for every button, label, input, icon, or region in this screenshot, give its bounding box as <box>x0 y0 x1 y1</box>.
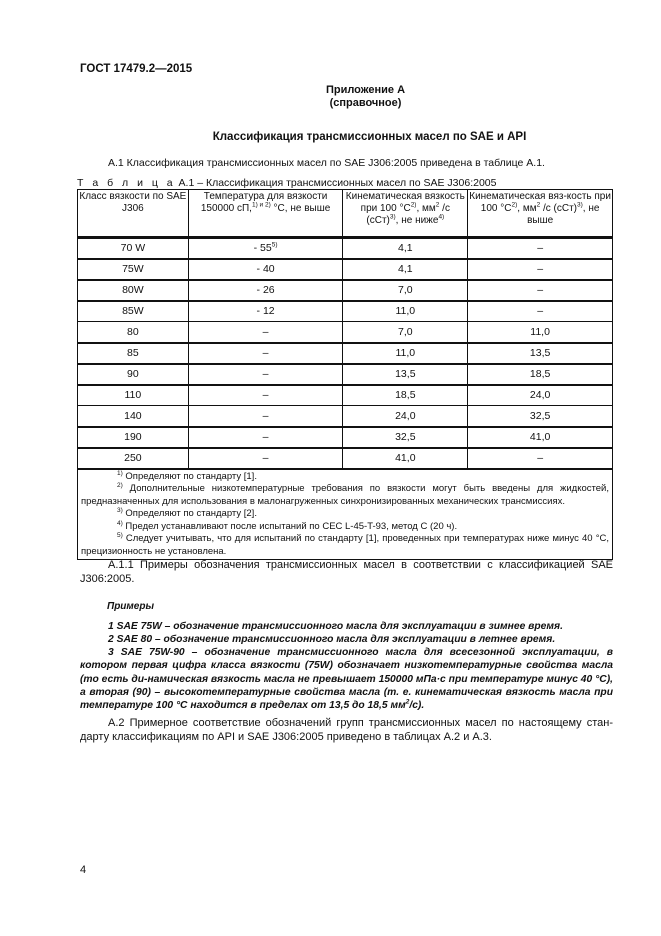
header-text: , мм <box>517 203 537 214</box>
cell-grade: 80W <box>78 280 189 301</box>
table-caption <box>77 177 496 189</box>
cell-kv-max: 41,0 <box>468 427 613 448</box>
example-1: 1 SAE 75W – обозначение трансмиссионного масла для эксплуатации в зимнее время. <box>108 621 563 632</box>
section-title: Классификация трансмиссионных масел по SAE и API <box>212 131 527 143</box>
cell-temperature <box>188 238 343 259</box>
cell-kv-max: 11,0 <box>468 322 613 343</box>
annex-subtitle: (справочное) <box>329 97 402 109</box>
cell-kv-min: 4,1 <box>343 259 468 280</box>
footnote-mark: 3) <box>117 506 123 514</box>
cell-grade: 75W <box>78 259 189 280</box>
table-row <box>78 406 613 427</box>
table-footnotes-row <box>78 469 613 560</box>
example-3-text-end: /с). <box>409 700 425 712</box>
cell-kv-min: 18,5 <box>343 385 468 406</box>
cell-temperature: – <box>188 448 343 469</box>
header-text: Кинематическая вяз-кость при 100 °С <box>469 191 611 214</box>
table-caption-text: А.1 – Классификация трансмиссионных масел по SAE J306:2005 <box>175 177 497 189</box>
cell-kv-min: 7,0 <box>343 322 468 343</box>
example-3 <box>80 646 613 712</box>
cell-grade: 85 <box>78 343 189 364</box>
cell-temperature: – <box>188 427 343 448</box>
footnote-text: Дополнительные низкотемпературные требования по вязкости могут быть введены для жидкостей, предназначенных для использования в малонагруженных синхронизированных механических трансмиссиях. <box>81 483 609 507</box>
paragraph-a1-1: А.1.1 Примеры обозначения трансмиссионных масел в соответствии с классификацией SAE J306:2005. <box>80 559 613 585</box>
footnote-ref: 3) <box>389 213 396 221</box>
header-text: /с (сСт) <box>540 203 577 214</box>
cell-grade: 110 <box>78 385 189 406</box>
cell-grade: 140 <box>78 406 189 427</box>
paragraph-a2: А.2 Примерное соответствие обозначений групп трансмиссионных масел по настоящему стан-дарту классификациям по API и SAE J306:2005 приведено в таблицах А.2 и А.3. <box>80 717 613 743</box>
footnote-5 <box>81 533 609 558</box>
table-row <box>78 427 613 448</box>
cell-grade: 85W <box>78 301 189 322</box>
footnote-ref: 1) и 2) <box>251 201 271 209</box>
header-text: /с (сСт) <box>366 203 450 226</box>
header-text: , не ниже <box>395 215 439 226</box>
footnote-4 <box>81 521 609 534</box>
cell-temperature: – <box>188 364 343 385</box>
cell-kv-min: 4,1 <box>343 238 468 259</box>
cell-text: - 55 <box>253 242 272 255</box>
viscosity-table <box>77 189 613 560</box>
cell-kv-min: 32,5 <box>343 427 468 448</box>
header-text: , не выше <box>527 203 600 226</box>
example-2: 2 SAE 80 – обозначение трансмиссионного масла для эксплуатации в летнее время. <box>108 634 556 645</box>
footnote-ref: 2) <box>410 201 417 209</box>
cell-kv-max: – <box>468 238 613 259</box>
header-text: Кинематическая вязкость при 100 °С <box>345 191 465 214</box>
cell-kv-min: 11,0 <box>343 301 468 322</box>
cell-grade: 190 <box>78 427 189 448</box>
cell-kv-max: – <box>468 280 613 301</box>
cell-kv-max: 18,5 <box>468 364 613 385</box>
cell-temperature: – <box>188 385 343 406</box>
cell-kv-max: – <box>468 259 613 280</box>
footnote-ref: 3) <box>577 201 583 209</box>
header-text: , мм <box>416 203 436 214</box>
footnote-ref: 2) <box>511 201 518 209</box>
footnote-ref: 5) <box>271 241 278 249</box>
example-3-text: 3 SAE 75W-90 – обозначение трансмиссионного масла для всесезонной эксплуатации, в котором первая цифра класса вязкости (75W) обозначает низкотемпературные свойства масла (то есть ди-намическая вязкость масла не превышает 150000 мПа·с при температуре минус 40 °С), а вторая (90) – высокотемпературные свойства масла (т. е. кинематическая вязкость масла при температуре 100 °С находится в пределах от 13,5 до 18,5 мм <box>80 647 613 712</box>
footnote-mark: 1) <box>117 469 123 477</box>
footnote-ref: 4) <box>438 213 445 221</box>
header-text: Температура для вязкости 150000 сП, <box>200 191 328 214</box>
table-row <box>78 385 613 406</box>
header-text: Класс вязкости по SAE J306 <box>79 191 187 214</box>
cell-kv-max: – <box>468 448 613 469</box>
annex-heading <box>0 84 661 110</box>
footnote-text: Определяют по стандарту [2]. <box>122 508 257 519</box>
cell-temperature: – <box>188 322 343 343</box>
annex-title: Приложение А <box>325 84 406 96</box>
footnote-text: Предел устанавливают после испытаний по СЕС L-45-T-93, метод С (20 ч). <box>122 520 458 532</box>
footnote-1 <box>81 471 609 484</box>
examples-title: Примеры <box>107 601 155 612</box>
table-row <box>78 238 613 259</box>
table-row <box>78 364 613 385</box>
table-row <box>78 448 613 469</box>
cell-temperature: - 26 <box>188 280 343 301</box>
header-viscosity-class <box>78 190 189 238</box>
cell-kv-min: 13,5 <box>343 364 468 385</box>
table-header-row <box>78 190 613 238</box>
header-kv-min <box>343 190 468 238</box>
cell-temperature: - 12 <box>188 301 343 322</box>
header-kv-max <box>468 190 613 238</box>
header-temperature <box>188 190 343 238</box>
cell-kv-max: 32,5 <box>468 406 613 427</box>
table-row <box>78 322 613 343</box>
footnote-3 <box>81 508 609 521</box>
table-footnotes <box>78 469 613 560</box>
superscript: 2 <box>435 201 440 209</box>
page-number: 4 <box>80 864 87 876</box>
cell-kv-min: 11,0 <box>343 343 468 364</box>
cell-temperature: – <box>188 343 343 364</box>
cell-temperature: – <box>188 406 343 427</box>
footnote-mark: 5) <box>117 531 123 539</box>
cell-grade: 80 <box>78 322 189 343</box>
cell-grade: 90 <box>78 364 189 385</box>
paragraph-a1: А.1 Классификация трансмиссионных масел по SAE J306:2005 приведена в таблице А.1. <box>108 157 545 169</box>
footnote-text: Следует учитывать, что для испытаний по стандарту [1], проведенных при температурах ниже минус 40 °С, прецизионность не установлена. <box>81 533 609 557</box>
superscript: 2 <box>405 698 410 706</box>
cell-temperature: - 40 <box>188 259 343 280</box>
cell-kv-max: 24,0 <box>468 385 613 406</box>
cell-kv-max: – <box>468 301 613 322</box>
footnote-text: Определяют по стандарту [1]. <box>122 470 257 482</box>
footnote-2 <box>81 483 609 508</box>
cell-grade: 250 <box>78 448 189 469</box>
document-code: ГОСТ 17479.2—2015 <box>80 63 193 75</box>
table-row <box>78 280 613 301</box>
cell-kv-min: 24,0 <box>343 406 468 427</box>
header-text: °С, не выше <box>270 203 331 214</box>
footnote-mark: 4) <box>117 519 123 527</box>
cell-kv-max: 13,5 <box>468 343 613 364</box>
superscript: 2 <box>536 201 541 209</box>
cell-kv-min: 7,0 <box>343 280 468 301</box>
table-row <box>78 259 613 280</box>
table-caption-prefix: Т а б л и ц а <box>77 177 176 189</box>
cell-grade: 70 W <box>78 238 189 259</box>
cell-kv-min: 41,0 <box>343 448 468 469</box>
table-row <box>78 301 613 322</box>
footnote-mark: 2) <box>117 481 123 489</box>
table-row <box>78 343 613 364</box>
